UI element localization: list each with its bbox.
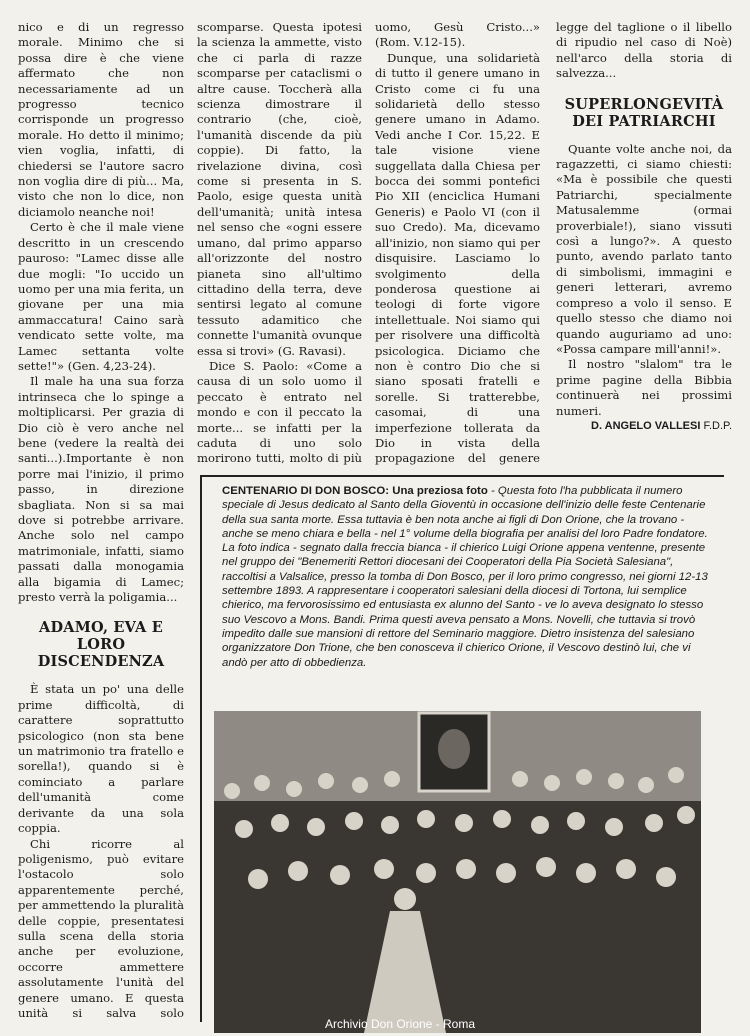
- paragraph: Dunque, una solidarietà di tutto il genere umano in Cristo come ci fu una solidarietà dello stesso genere umano in Adamo. Vedi anche I Cor. 15,22. E tale visione viene suggellata dalla Chiesa per bocca dei sommi pontefici Pio XII (enciclica Humani Generis) e Paolo VI (con il suo Credo). Ma, dicevamo all'inizio, non siamo qui per disquisire. Lasciamo lo svolgimento della ponderosa questione ai teologi di forte vigore intellettuale. Noi siamo qui per risolvere una difficoltà psicologica. Diciamo che non è contro Dio che si siano sposati fratelli e sorelle. Si tratterebbe, casomai, di una imperfezione tollerata da Dio in vista della propagazione del genere: [375, 50, 540, 466]
- paragraph: uomo, Gesù Cristo...» (Rom. V.12-15).: [375, 20, 540, 50]
- paragraph: È stata un po' una delle prime difficoltà, di carattere soprattutto psicologico (non sta bene un matrimonio tra fratello e sorella!), quando si è cominciato a parlare dell'umanità come derivante da una sola coppia.: [18, 682, 184, 836]
- article-column-2: [197, 20, 362, 468]
- photo-caption: [222, 484, 716, 670]
- paragraph: Quante volte anche noi, da ragazzetti, ci siamo chiesti: «Ma è possibile che questi Patriarchi, specialmente Matusalemme (ormai proverbiale!), siano vissuti così a lungo?». A questo punto, avendo parlato tanto di simbolismi, immagini e generi letterari, avremo compreso a volo il senso. E quello stesso che diamo noi quando auguriamo ad uno: «Possa campare mill'anni!».: [556, 141, 732, 356]
- paragraph: Il male ha una sua forza intrinseca che lo spinge a moltiplicarsi. Per grazia di Dio ciò è vero anche nel bene (vedere la realtà dei santi...).Importante è non porre mai l'inizio, il primo passo, in direzione sbagliata. Non si sa mai dove si potrebbe arrivare. Anche solo nel campo matrimoniale, infatti, siamo passati dalla monogamia alla bigamia di Lamec; presto verrà la poligamia...: [18, 374, 184, 605]
- article-column-4: [556, 20, 732, 468]
- paragraph: nico e di un regresso morale. Minimo che si possa dire è che viene affermato che non necessariamente ad un progresso tecnico corrisponde un progresso morale. Ho detto il minimo; vien voglia, infatti, di chiedersi se l'autore sacro non voglia dire di più... Ma, visto che non lo dice, non diciamolo neanche noi!: [18, 20, 184, 219]
- group-photograph: [214, 711, 701, 1033]
- author-suffix: F.D.P.: [703, 419, 732, 432]
- archive-footer: Archivio Don Orione - Roma: [324, 1017, 476, 1031]
- article-column-3: [375, 20, 540, 468]
- section-heading-superlongevita: SUPERLONGEVITÀ DEI PATRIARCHI: [564, 95, 724, 130]
- article-column-1: [18, 20, 184, 1020]
- paragraph: Dice S. Paolo: «Come a causa di un solo uomo il peccato è entrato nel mondo e con il peccato la morte... se infatti per la caduta di uno solo morirono tutti, molto di più: [197, 358, 362, 466]
- paragraph: legge del taglione o il libello di ripudio nel caso di Noè) nell'arco della storia di salvezza...: [556, 20, 732, 81]
- caption-title: CENTENARIO DI DON BOSCO: Una preziosa foto: [222, 485, 488, 497]
- caption-body: - Questa foto l'ha pubblicata il numero speciale di Jesus dedicato al Santo della Gioventù in occasione dell'inizio delle feste Centenarie della sua santa morte. Essa tuttavia è ben nota anche ai figli di Don Orione, che la trovano - anche se meno chiara e bella - nel 1° volume della biografia per analisi del loro Padre fondatore. La foto indica - segnato dalla freccia bianca - il chierico Luigi Orione appena ventenne, presente nel gruppo dei "Benemeriti Rettori diocesani dei Cooperatori della Pia Società Salesiana", raccoltisi a Valsalice, presso la tomba di Don Bosco, per il loro primo congresso, nei giorni 12-13 settembre 1893. A rappresentare i cooperatori salesiani della diocesi di Tortona, lui semplice chierico, ma fervorosissimo ed entusiasta ex alunno del Santo - ve lo aveva designato lo stesso suo Vescovo a Mons. Bandi. Prima questi aveva pensato a Mons. Novelli, che tuttavia si trovò impedito dalle sue mansioni di rettore del Seminario maggiore. Dietro insistenza del salesiano organizzatore Don Trione, che ben conosceva il chierico Orione, il Vescovo destinò lui, che vi andò per atto di obbedienza.: [222, 485, 708, 669]
- paragraph: scomparse. Questa ipotesi la scienza la ammette, visto che ci parla di razze scomparse per cataclismi o altre cause. Toccherà alla scienza dimostrare il contrario (che, cioè, l'umanità discende da più coppie). Di fatto, la rivelazione divina, così come si presenta in S. Paolo, esige questa unità dell'umanità; unità intesa nel senso che «ogni essere umano, dal primo apparso all'orizzonte del nostro pianeta sino all'ultimo cittadino della terra, deve sentirsi legato al comune tessuto adamitico che connette l'umanità ovunque essa si trovi» (G. Ravasi).: [197, 20, 362, 358]
- paragraph: Il nostro "slalom" tra le prime pagine della Bibbia continuerà nei prossimi numeri.: [556, 357, 732, 418]
- section-heading-adamo-eva: ADAMO, EVA E LORO DISCENDENZA: [37, 619, 165, 671]
- author-signature: [556, 419, 732, 434]
- paragraph: Chi ricorre al poligenismo, può evitare l'ostacolo solo apparentemente perché, per ammettendo la pluralità delle coppie, presentatesi sulla scena della storia anche per evoluzione, occorre ammettere assolutamente l'unità del genere umano. E questa unità si salva solo: [18, 836, 184, 1020]
- paragraph: Certo è che il male viene descritto in un crescendo pauroso: "Lamec disse alle due mogli: "Io uccido un uomo per una mia ferita, un giovane per una mia ammaccatura! Caino sarà vendicato sette volte, ma Lamec settanta volte sette!"» (Gen. 4,23-24).: [18, 220, 184, 373]
- author-name: D. ANGELO VALLESI: [591, 419, 701, 432]
- group-photo-illustration: [214, 711, 701, 1033]
